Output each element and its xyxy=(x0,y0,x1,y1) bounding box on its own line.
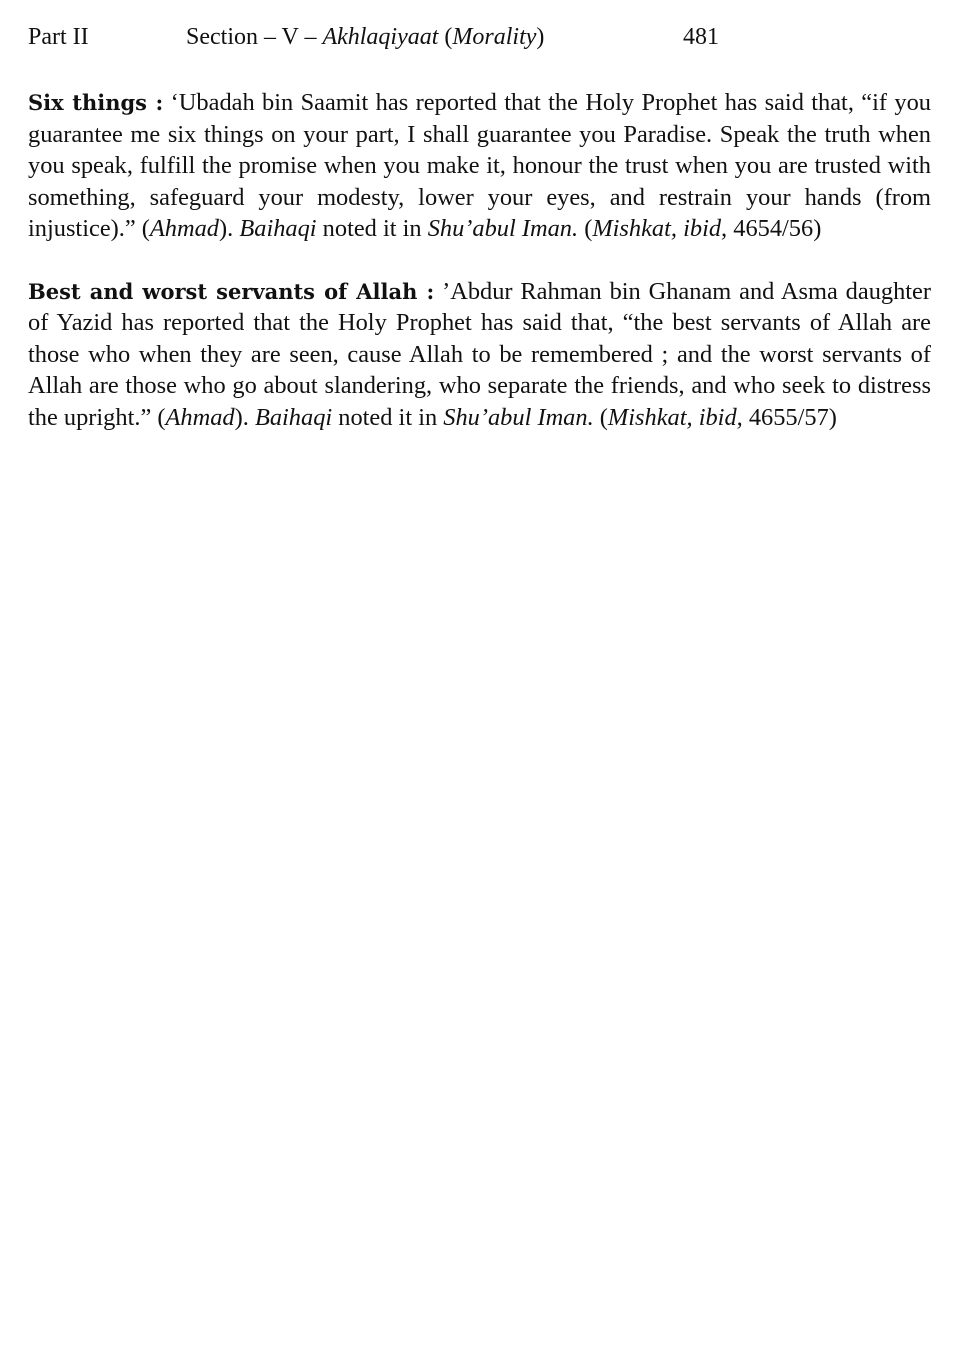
source-citation: Mishkat, ibid, xyxy=(607,403,743,431)
header-part: Part II xyxy=(28,24,89,50)
citation-text: ( xyxy=(578,215,593,242)
header-close-paren: ) xyxy=(536,24,545,50)
source-citation: Ahmad xyxy=(149,215,220,242)
paragraph-six-things xyxy=(28,87,931,245)
header-section-subtitle: Morality xyxy=(452,24,537,50)
paragraph-heading: Best and worst servants of Allah : xyxy=(28,278,435,304)
header-section xyxy=(186,20,544,54)
paragraph-heading: Six things : xyxy=(28,90,164,115)
page-number: 481 xyxy=(683,24,719,50)
citation-reference: 4655/57) xyxy=(742,403,837,431)
running-header xyxy=(28,20,931,54)
source-citation: Baihaqi xyxy=(239,215,317,242)
paragraph-best-worst-servants xyxy=(28,276,931,434)
citation-text: ( xyxy=(593,403,608,431)
paragraph-body: ’Abdur Rahman bin Ghanam and Asma daughter of Yazid has reported that the Holy Prophet has said that, “the best servants of Allah are those who when they are seen, cause Allah to be remembered ; and the worst servants of Allah are those who go about slandering, who separate the friends, and who seek to distress the upright.” ( xyxy=(28,277,931,431)
source-citation: Mishkat, ibid, xyxy=(592,215,728,242)
header-section-prefix: Section – V – xyxy=(186,24,323,50)
source-citation: Ahmad xyxy=(165,403,235,431)
paragraph-body: ‘Ubadah bin Saamit has reported that the Holy Prophet has said that, “if you guarantee me six things on your part, I shall guarantee you Paradise. Speak the truth when you speak, fulfill the promise when you make it, honour the trust when you are trusted with something, safeguard your modesty, lower your eyes, and restrain your hands (from injustice).” ( xyxy=(28,89,931,242)
citation-text: noted it in xyxy=(332,403,444,431)
source-citation: Baihaqi xyxy=(254,403,333,431)
citation-text: ). xyxy=(234,403,255,431)
citation-text: noted it in xyxy=(316,215,428,242)
citation-text: ). xyxy=(219,215,240,242)
book-page xyxy=(28,20,931,433)
source-citation: Shu’abul Iman. xyxy=(427,215,579,242)
header-section-title: Akhlaqiyaat xyxy=(322,24,439,50)
source-citation: Shu’abul Iman. xyxy=(443,403,594,431)
citation-reference: 4654/56) xyxy=(727,215,822,242)
header-open-paren: ( xyxy=(438,24,453,50)
